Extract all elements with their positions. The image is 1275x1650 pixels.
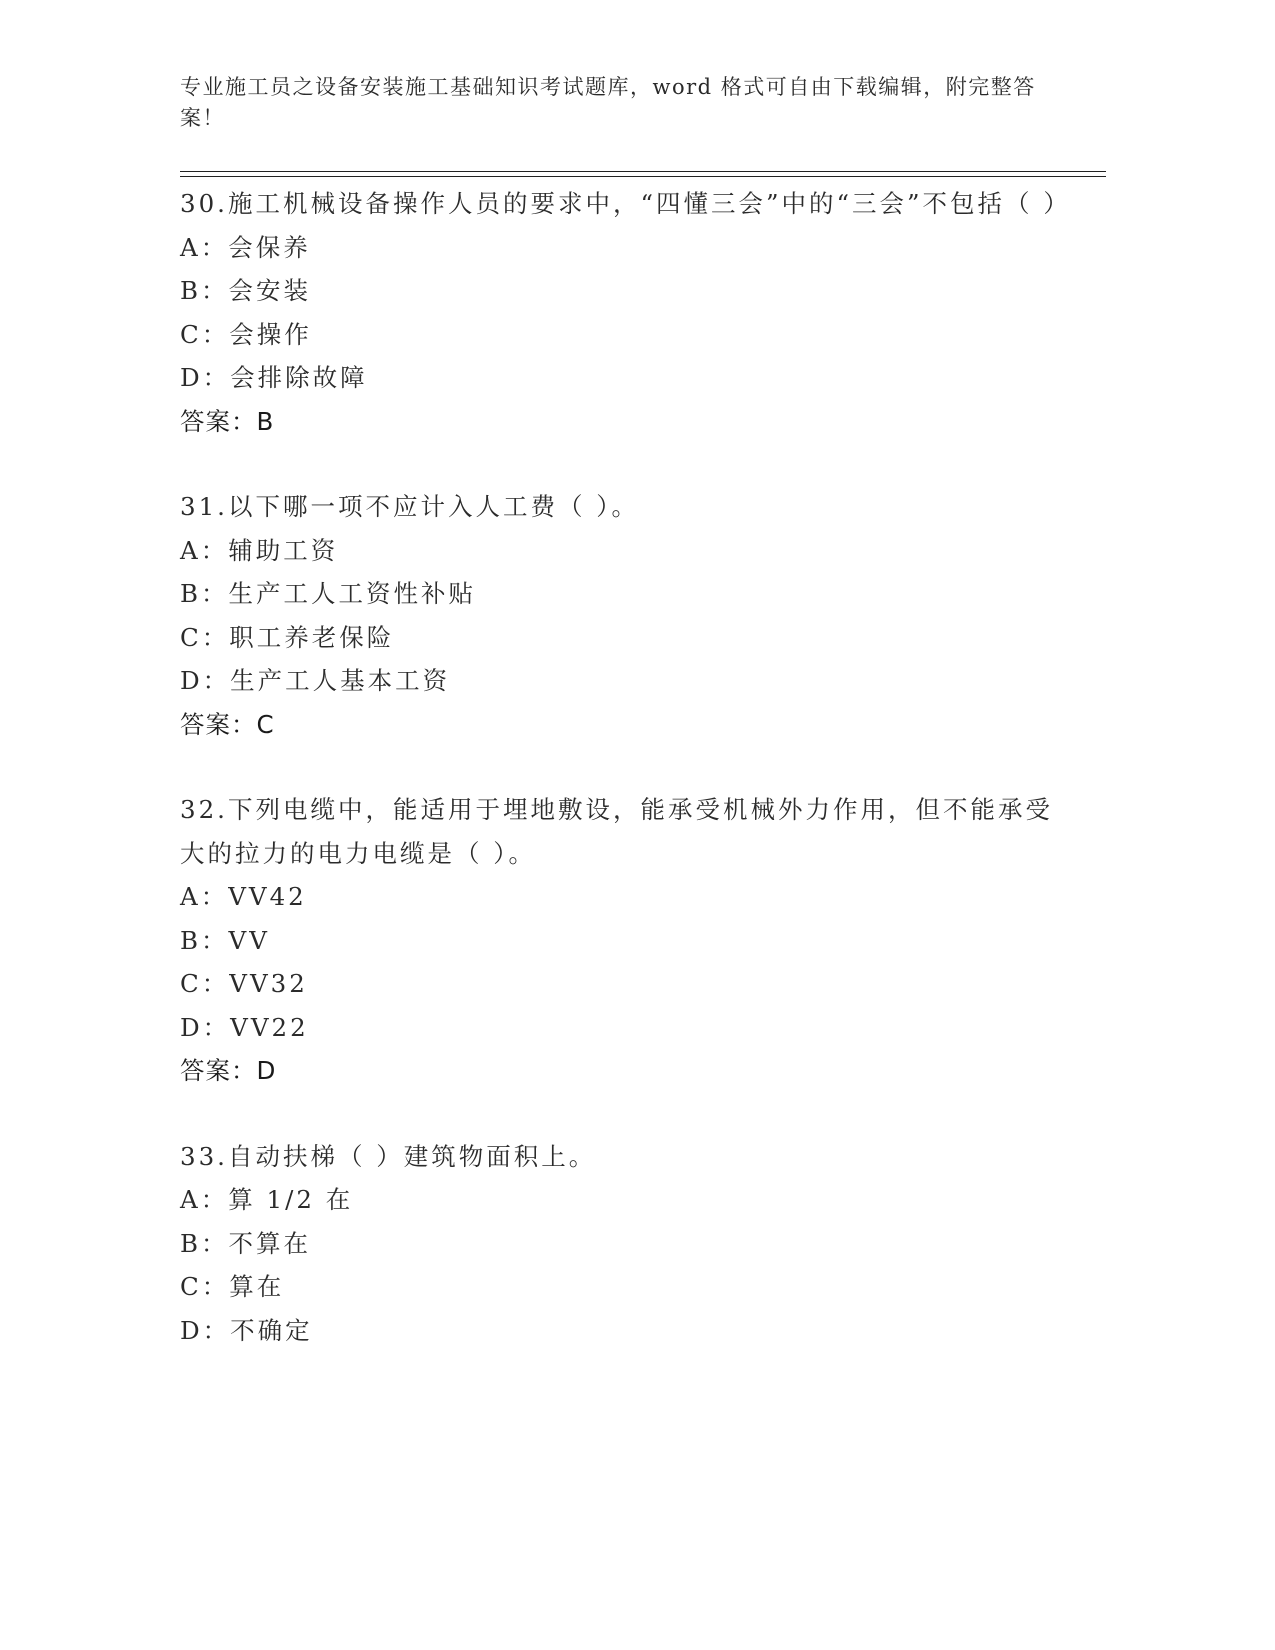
- option-b: [180, 572, 1060, 616]
- option-text: 算 1/2 在: [228, 1185, 354, 1214]
- option-separator: ：: [200, 535, 229, 565]
- option-separator: ：: [201, 319, 230, 349]
- option-text: VV: [228, 925, 270, 955]
- option-separator: ：: [201, 622, 230, 652]
- option-separator: ：: [201, 276, 229, 305]
- option-separator: ：: [202, 363, 231, 392]
- option-c: [180, 962, 1060, 1006]
- question-33: [180, 1135, 1060, 1353]
- option-separator: ：: [200, 882, 229, 911]
- option-text: 会安装: [228, 276, 312, 305]
- option-text: 会操作: [229, 319, 312, 349]
- option-letter: C: [180, 622, 202, 652]
- option-text: VV32: [229, 969, 308, 998]
- option-letter: B: [180, 579, 202, 608]
- option-a: [180, 1178, 1060, 1222]
- option-d: [180, 659, 1060, 703]
- option-letter: C: [180, 1272, 202, 1301]
- option-text: 生产工人工资性补贴: [228, 579, 477, 608]
- option-separator: ：: [202, 1315, 231, 1345]
- option-b: [180, 269, 1060, 313]
- option-text: 不确定: [230, 1315, 313, 1345]
- option-separator: ：: [200, 232, 229, 262]
- option-separator: ：: [202, 666, 231, 695]
- option-text: 辅助工资: [228, 535, 339, 565]
- option-letter: C: [180, 969, 202, 998]
- option-c: [180, 1265, 1060, 1309]
- option-letter: B: [180, 276, 202, 305]
- option-letter: D: [180, 363, 203, 392]
- option-separator: ：: [201, 925, 229, 955]
- option-a: [180, 529, 1060, 573]
- option-separator: ：: [200, 1185, 229, 1214]
- option-letter: A: [180, 882, 201, 911]
- option-letter: A: [180, 1185, 201, 1214]
- option-letter: A: [180, 535, 201, 565]
- option-a: [180, 226, 1060, 270]
- document-header: 专业施工员之设备安装施工基础知识考试题库，word 格式可自由下载编辑，附完整答案！: [180, 75, 1036, 130]
- option-separator: ：: [202, 1012, 231, 1042]
- option-letter: D: [180, 1012, 203, 1042]
- option-separator: ：: [201, 969, 230, 998]
- question-list: [180, 182, 1071, 1394]
- answer-line: 答案：C: [180, 709, 275, 739]
- option-text: VV42: [228, 882, 307, 911]
- question-30: [180, 182, 1071, 443]
- option-b: [180, 919, 1060, 963]
- option-d: [180, 1309, 1060, 1353]
- question-stem: 30.施工机械设备操作人员的要求中，“四懂三会”中的“三会”不包括（ ）: [180, 189, 1071, 218]
- option-text: 职工养老保险: [229, 622, 395, 652]
- header-divider-top: [180, 171, 1106, 172]
- answer-line: 答案：B: [180, 406, 275, 436]
- option-c: [180, 313, 1060, 357]
- header-divider-bottom: [180, 176, 1106, 177]
- option-separator: ：: [201, 579, 229, 608]
- option-text: 会保养: [228, 232, 311, 262]
- option-text: 会排除故障: [230, 363, 368, 392]
- option-letter: B: [180, 1228, 202, 1258]
- option-letter: C: [180, 319, 202, 349]
- option-text: VV22: [230, 1012, 309, 1042]
- question-32: [180, 788, 1060, 1093]
- option-text: 不算在: [228, 1228, 312, 1258]
- question-stem: 33.自动扶梯（ ）建筑物面积上。: [180, 1141, 597, 1171]
- option-d: [180, 356, 1060, 400]
- option-separator: ：: [201, 1272, 230, 1301]
- option-letter: B: [180, 925, 202, 955]
- option-b: [180, 1222, 1060, 1266]
- option-text: 生产工人基本工资: [230, 666, 451, 695]
- option-letter: D: [180, 1315, 203, 1345]
- answer-line: 答案：D: [180, 1056, 277, 1085]
- option-separator: ：: [201, 1228, 229, 1258]
- option-letter: D: [180, 666, 203, 695]
- option-d: [180, 1006, 1060, 1050]
- option-letter: A: [180, 232, 201, 262]
- option-a: [180, 875, 1060, 919]
- option-text: 算在: [229, 1272, 285, 1301]
- question-stem: 32.下列电缆中，能适用于埋地敷设，能承受机械外力作用，但不能承受大的拉力的电力电缆是（ ）。: [180, 795, 1053, 868]
- question-31: [180, 485, 1060, 746]
- question-stem: 31.以下哪一项不应计入人工费（ ）。: [180, 492, 639, 521]
- option-c: [180, 616, 1060, 660]
